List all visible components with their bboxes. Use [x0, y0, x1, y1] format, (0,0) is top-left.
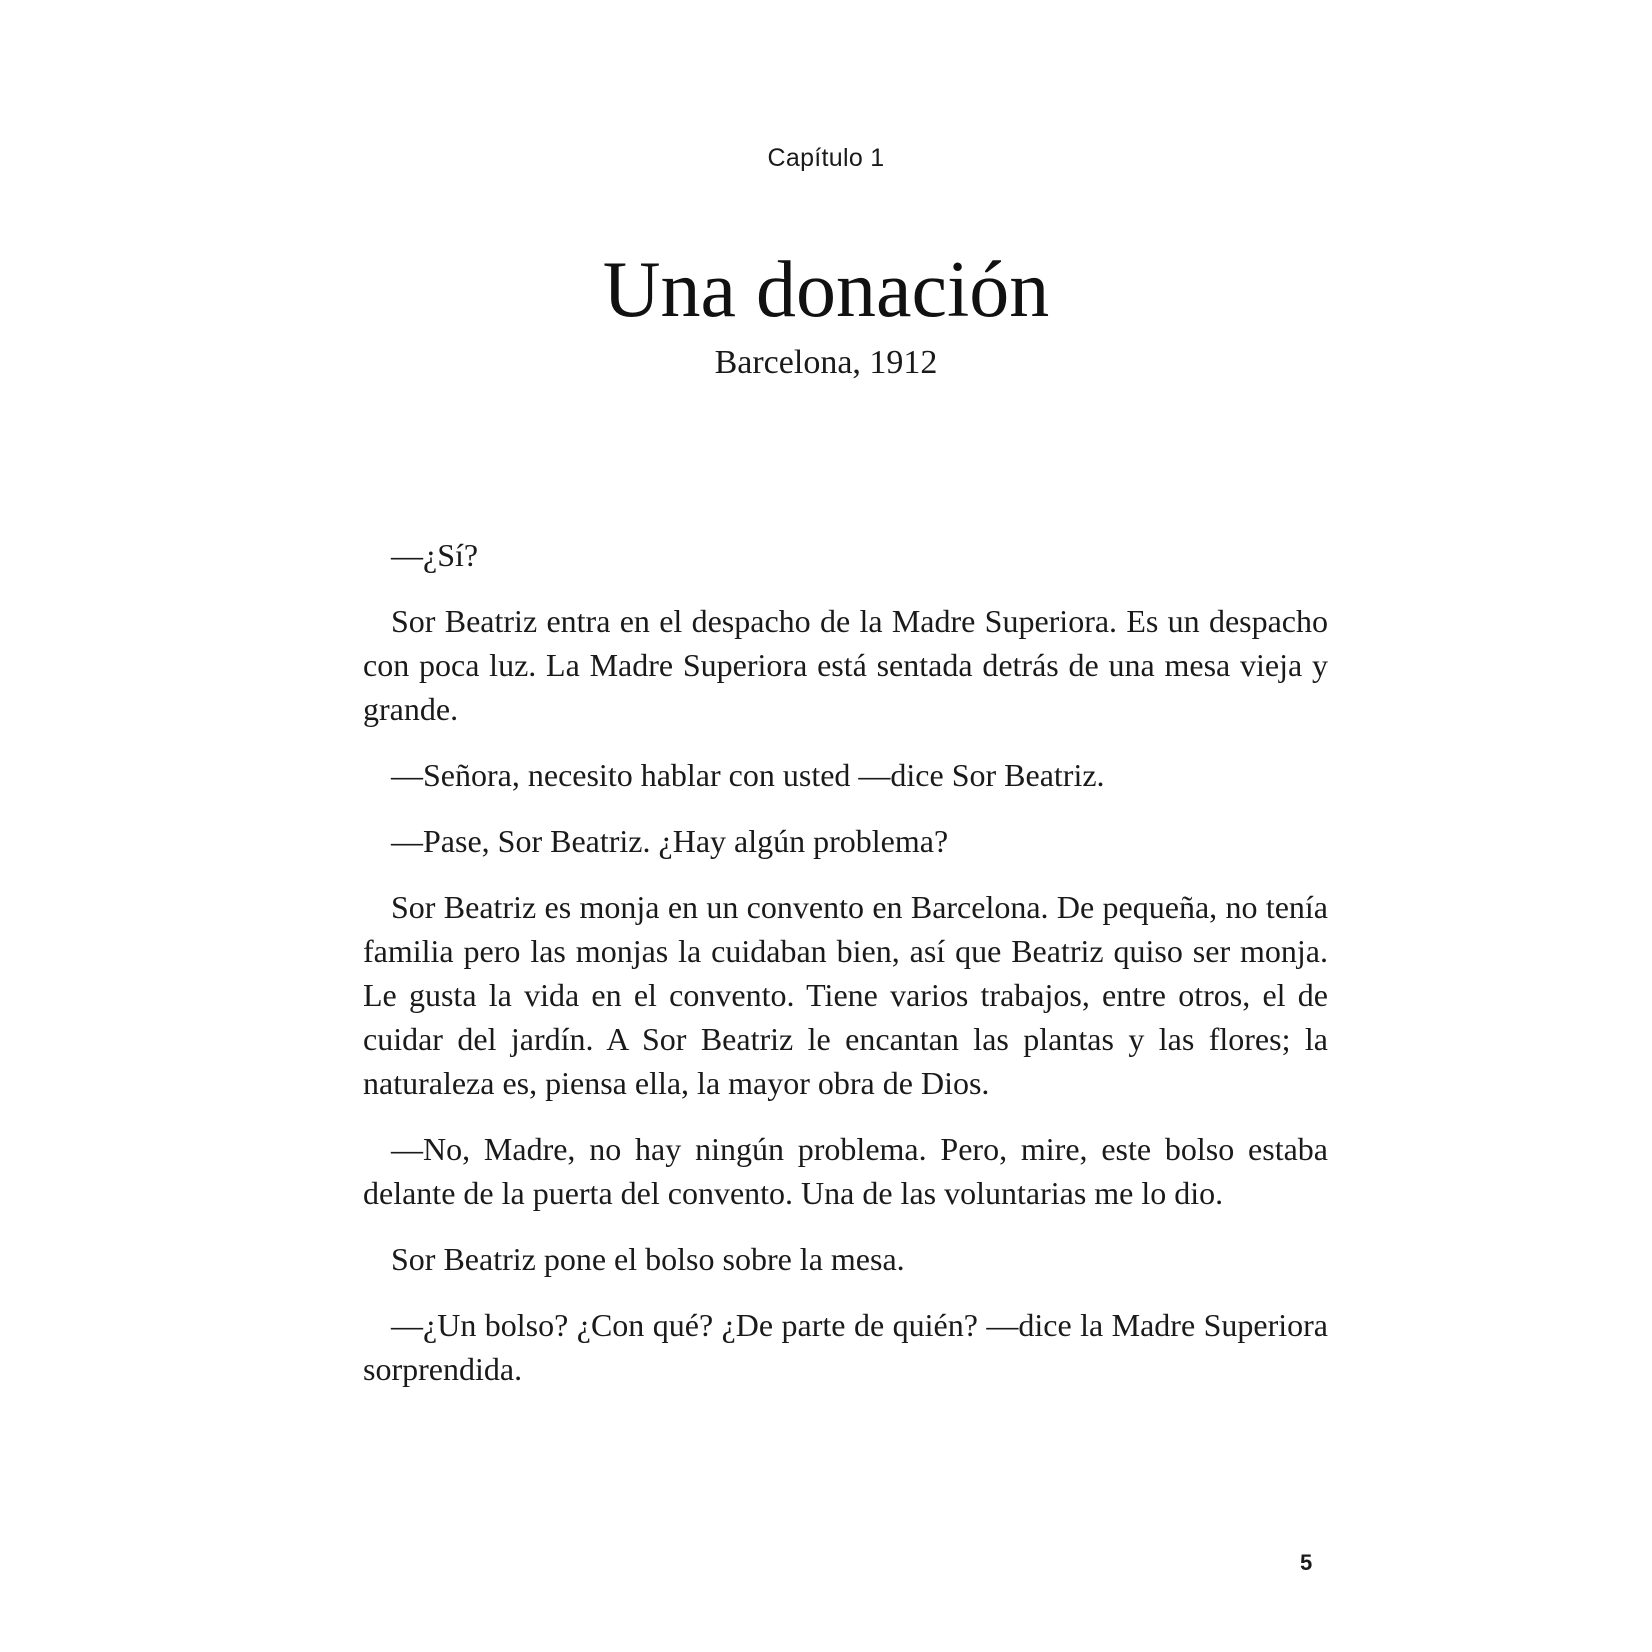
paragraph: —¿Sí?	[391, 537, 479, 573]
paragraph: Sor Beatriz es monja en un convento en Barcelona. De pequeña, no tenía familia pero las monjas la cuidaban bien, así que Beatriz quiso ser monja. Le gusta la vida en el convento. Tiene varios trabajos, entre otros, el de cuidar del jardín. A Sor Beatriz le encantan las plantas y las flores; la naturaleza es, piensa ella, la mayor obra de Dios.	[363, 889, 1328, 1101]
chapter-subtitle: Barcelona, 1912	[714, 344, 938, 381]
paragraph: —No, Madre, no hay ningún problema. Pero, mire, este bolso estaba delante de la puerta del convento. Una de las voluntarias me lo dio.	[363, 1131, 1328, 1211]
paragraph: Sor Beatriz entra en el despacho de la Madre Superiora. Es un despacho con poca luz. La Madre Superiora está sentada detrás de una mesa vieja y grande.	[363, 603, 1328, 727]
chapter-title: Una donación	[602, 246, 1050, 334]
page-number: 5	[1300, 1550, 1313, 1575]
paragraph: —¿Un bolso? ¿Con qué? ¿De parte de quién? —dice la Madre Superiora sorprendida.	[363, 1307, 1328, 1387]
paragraph: —Señora, necesito hablar con usted —dice Sor Beatriz.	[391, 757, 1105, 793]
paragraph: —Pase, Sor Beatriz. ¿Hay algún problema?	[391, 823, 949, 859]
chapter-body	[363, 533, 1328, 1413]
paragraph: Sor Beatriz pone el bolso sobre la mesa.	[391, 1241, 905, 1277]
chapter-label: Capítulo 1	[767, 144, 885, 172]
